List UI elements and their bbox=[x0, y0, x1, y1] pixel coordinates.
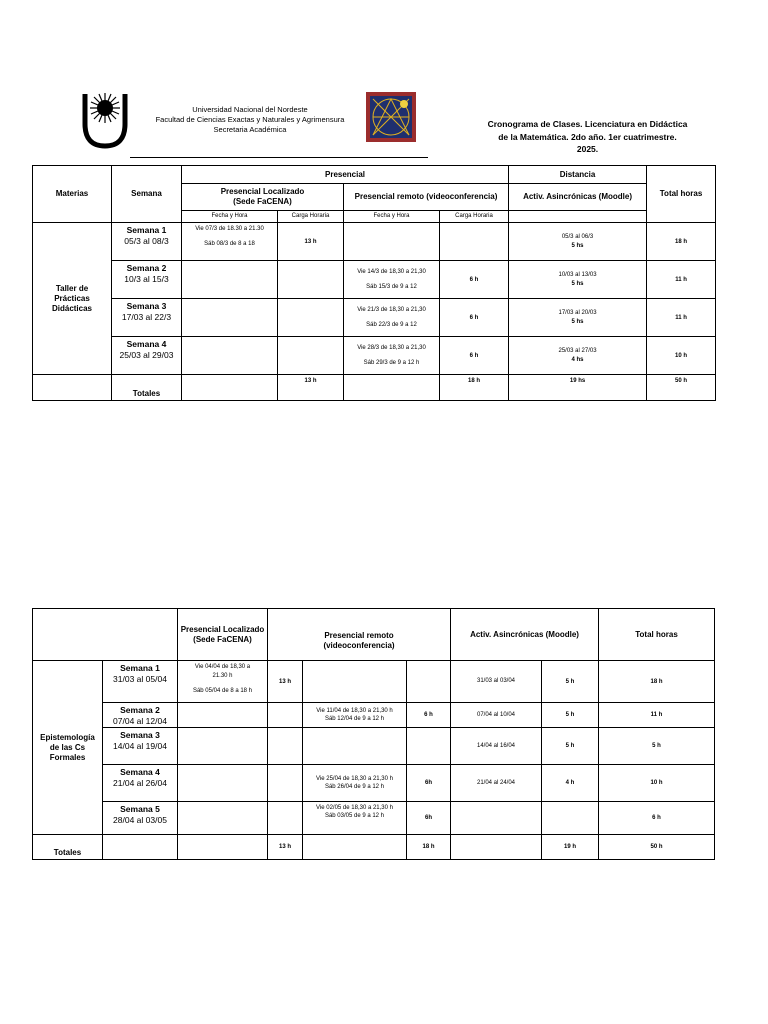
fecha-line: Sáb 22/3 de 9 a 12 bbox=[366, 321, 417, 328]
total-cell: 18 h bbox=[647, 223, 716, 261]
fecha-line: Vie 14/3 de 18,30 a 21,30 bbox=[357, 268, 426, 275]
localizado-fecha-cell bbox=[178, 802, 268, 835]
remoto-carga-cell: 6 h bbox=[440, 261, 509, 299]
asinc-hours-cell: 5 h bbox=[542, 661, 599, 703]
asinc-hours: 5 hs bbox=[571, 242, 584, 249]
remoto-fecha-cell bbox=[303, 802, 407, 835]
total-cell: 18 h bbox=[599, 661, 715, 703]
empty-cell bbox=[182, 375, 278, 401]
table-row bbox=[33, 765, 715, 802]
header-divider bbox=[130, 157, 428, 158]
materia-cell bbox=[33, 223, 112, 375]
table-row bbox=[33, 703, 715, 728]
total-cell: 6 h bbox=[599, 802, 715, 835]
total-cell: 10 h bbox=[599, 765, 715, 802]
remoto-carga-cell: 6 h bbox=[407, 703, 451, 728]
asinc-range-cell: 21/04 al 24/04 bbox=[451, 765, 542, 802]
fecha-line: Sáb 15/3 de 9 a 12 bbox=[366, 283, 417, 290]
fecha-line: Vie 02/05 de 18,30 a 21,30 h bbox=[316, 805, 393, 811]
asinc-hours: 4 hs bbox=[571, 356, 584, 363]
totales-localizado: 13 h bbox=[268, 835, 303, 860]
empty-cell bbox=[303, 835, 407, 860]
institution-name: Universidad Nacional del Nordeste bbox=[192, 105, 308, 114]
semana-range: 28/04 al 03/05 bbox=[113, 815, 167, 825]
localizado-carga-cell: 13 h bbox=[268, 661, 303, 703]
localizado-fecha-cell bbox=[182, 261, 278, 299]
semana-range: 17/03 al 22/3 bbox=[121, 312, 172, 322]
title-line: Cronograma de Clases. Licenciatura en Didáctica bbox=[487, 119, 688, 129]
table-row bbox=[33, 337, 716, 375]
document-title bbox=[480, 118, 695, 156]
schedule-table-taller bbox=[32, 165, 716, 401]
materia-line: Prácticas bbox=[54, 293, 90, 303]
schedule-table-epistemologia bbox=[32, 608, 715, 860]
remoto-carga-cell: 6h bbox=[407, 802, 451, 835]
table-row bbox=[33, 802, 715, 835]
totales-asinc: 19 hs bbox=[509, 375, 647, 401]
header-presencial-localizado bbox=[182, 184, 344, 211]
empty-cell bbox=[509, 211, 647, 223]
secretariat-name: Secretaria Académica bbox=[213, 125, 287, 134]
asinc-range-cell: 31/03 al 03/04 bbox=[451, 661, 542, 703]
semana-label: Semana 3 bbox=[126, 301, 167, 311]
semana-label: Semana 3 bbox=[120, 730, 160, 740]
unne-logo-icon bbox=[82, 90, 128, 150]
localizado-fecha-cell bbox=[182, 299, 278, 337]
remoto-carga-cell: 6 h bbox=[440, 337, 509, 375]
materia-line: Epistemología bbox=[40, 732, 95, 742]
semana-range: 14/04 al 19/04 bbox=[113, 741, 167, 751]
fecha-line: Vie 07/3 de 18.30 a 21.30 bbox=[195, 226, 264, 232]
remoto-carga-cell bbox=[407, 728, 451, 765]
title-line: de la Matemática. 2do año. 1er cuatrimestre. bbox=[498, 131, 677, 142]
semana-label: Semana 2 bbox=[126, 263, 167, 273]
totals-row bbox=[33, 375, 716, 401]
semana-cell bbox=[112, 337, 182, 375]
total-cell: 10 h bbox=[647, 337, 716, 375]
asinc-cell bbox=[509, 337, 647, 375]
asinc-hours: 5 hs bbox=[571, 280, 584, 287]
remoto-carga-cell bbox=[440, 223, 509, 261]
header-fecha-hora: Fecha y Hora bbox=[344, 211, 440, 223]
fecha-line: Sáb 26/04 de 9 a 12 h bbox=[324, 784, 385, 790]
table-row bbox=[33, 661, 715, 703]
materia-cell bbox=[33, 661, 103, 835]
asinc-range-cell: 07/04 al 10/04 bbox=[451, 703, 542, 728]
asinc-hours-cell: 5 h bbox=[542, 703, 599, 728]
remoto-fecha-cell bbox=[303, 703, 407, 728]
localizado-carga-cell bbox=[268, 703, 303, 728]
semana-label: Semana 1 bbox=[126, 225, 167, 235]
fecha-line: Sáb 03/05 de 9 a 12 h bbox=[324, 813, 385, 819]
localizado-carga-cell bbox=[278, 337, 344, 375]
remoto-carga-cell: 6h bbox=[407, 765, 451, 802]
remoto-fecha-cell bbox=[303, 728, 407, 765]
facena-logo-icon bbox=[366, 92, 416, 142]
localizado-fecha-cell bbox=[178, 728, 268, 765]
fecha-line: Vie 04/04 de 18,30 a bbox=[194, 664, 251, 670]
semana-range: 10/3 al 15/3 bbox=[124, 274, 169, 284]
totales-label: Totales bbox=[112, 375, 182, 401]
semana-range: 25/03 al 29/03 bbox=[119, 350, 174, 360]
total-cell: 5 h bbox=[599, 728, 715, 765]
remoto-carga-cell: 6 h bbox=[440, 299, 509, 337]
materia-line: Didácticas bbox=[51, 303, 93, 313]
totales-remoto: 18 h bbox=[440, 375, 509, 401]
header-fecha-hora: Fecha y Hora bbox=[182, 211, 278, 223]
localizado-carga-cell bbox=[268, 728, 303, 765]
header-presencial-localizado bbox=[178, 609, 268, 661]
totales-localizado: 13 h bbox=[278, 375, 344, 401]
header-distancia: Distancia bbox=[509, 166, 647, 184]
asinc-range: 10/03 al 13/03 bbox=[558, 271, 597, 278]
header-line: (Sede FaCENA) bbox=[193, 634, 252, 644]
table-row bbox=[33, 299, 716, 337]
materia-line: de las Cs bbox=[49, 742, 86, 752]
empty-cell bbox=[33, 609, 178, 661]
header-total-horas: Total horas bbox=[599, 609, 715, 661]
semana-cell bbox=[103, 661, 178, 703]
materia-line: Taller de bbox=[55, 283, 89, 293]
fecha-line: Sáb 12/04 de 9 a 12 h bbox=[324, 716, 385, 722]
header-total-horas: Total horas bbox=[647, 166, 716, 223]
semana-label: Semana 4 bbox=[120, 767, 160, 777]
totales-remoto: 18 h bbox=[407, 835, 451, 860]
localizado-fecha-cell bbox=[182, 223, 278, 261]
asinc-range: 17/03 al 20/03 bbox=[558, 309, 597, 316]
header-asincronicas: Activ. Asincrónicas (Moodle) bbox=[451, 609, 599, 661]
semana-cell bbox=[103, 802, 178, 835]
fecha-line: Vie 11/04 de 18,30 a 21,30 h bbox=[316, 708, 393, 714]
localizado-carga-cell bbox=[268, 765, 303, 802]
asinc-cell bbox=[509, 223, 647, 261]
semana-range: 21/04 al 26/04 bbox=[113, 778, 167, 788]
remoto-fecha-cell bbox=[344, 261, 440, 299]
header-semana: Semana bbox=[112, 166, 182, 223]
semana-range: 31/03 al 05/04 bbox=[113, 674, 167, 684]
empty-cell bbox=[344, 375, 440, 401]
localizado-carga-cell bbox=[268, 802, 303, 835]
remoto-fecha-cell bbox=[303, 765, 407, 802]
remoto-fecha-cell bbox=[303, 661, 407, 703]
header-line: Presencial Localizado bbox=[180, 624, 265, 634]
asinc-hours-cell: 5 h bbox=[542, 728, 599, 765]
header-asincronicas: Activ. Asincrónicas (Moodle) bbox=[509, 184, 647, 211]
localizado-carga-cell bbox=[278, 261, 344, 299]
remoto-fecha-cell bbox=[344, 223, 440, 261]
table-row bbox=[33, 261, 716, 299]
empty-cell bbox=[103, 835, 178, 860]
semana-cell bbox=[112, 223, 182, 261]
localizado-fecha-cell bbox=[178, 661, 268, 703]
empty-cell bbox=[33, 375, 112, 401]
semana-label: Semana 4 bbox=[126, 339, 167, 349]
header-presencial: Presencial bbox=[182, 166, 509, 184]
asinc-hours: 5 hs bbox=[571, 318, 584, 325]
asinc-hours-cell bbox=[542, 802, 599, 835]
header-carga-horaria: Carga Horaria bbox=[440, 211, 509, 223]
fecha-line: Vie 21/3 de 18,30 a 21,30 bbox=[357, 306, 426, 313]
totales-total: 50 h bbox=[599, 835, 715, 860]
semana-label: Semana 1 bbox=[120, 663, 160, 673]
semana-range: 05/3 al 08/3 bbox=[124, 236, 169, 246]
asinc-range-cell bbox=[451, 802, 542, 835]
localizado-fecha-cell bbox=[178, 765, 268, 802]
header-line: (videoconferencia) bbox=[323, 640, 395, 650]
totals-row bbox=[33, 835, 715, 860]
asinc-cell bbox=[509, 261, 647, 299]
localizado-fecha-cell bbox=[178, 703, 268, 728]
fecha-line: Vie 28/3 de 18,30 a 21,30 bbox=[357, 344, 426, 351]
totales-label: Totales bbox=[33, 835, 103, 860]
total-cell: 11 h bbox=[599, 703, 715, 728]
header-materias: Materias bbox=[33, 166, 112, 223]
header-line: Presencial remoto bbox=[324, 630, 394, 640]
fecha-line: Sáb 05/04 de 8 a 18 h bbox=[192, 688, 253, 694]
totales-asinc: 19 h bbox=[542, 835, 599, 860]
total-cell: 11 h bbox=[647, 261, 716, 299]
total-cell: 11 h bbox=[647, 299, 716, 337]
asinc-hours-cell: 4 h bbox=[542, 765, 599, 802]
semana-cell bbox=[112, 299, 182, 337]
header-presencial-remoto bbox=[268, 609, 451, 661]
asinc-range: 05/3 al 06/3 bbox=[561, 233, 594, 240]
header-presencial-remoto: Presencial remoto (videoconferencia) bbox=[344, 184, 509, 211]
localizado-carga-cell bbox=[278, 299, 344, 337]
localizado-carga-cell: 13 h bbox=[278, 223, 344, 261]
table-row bbox=[33, 223, 716, 261]
remoto-fecha-cell bbox=[344, 299, 440, 337]
localizado-fecha-cell bbox=[182, 337, 278, 375]
semana-label: Semana 5 bbox=[120, 804, 160, 814]
empty-cell bbox=[451, 835, 542, 860]
empty-cell bbox=[178, 835, 268, 860]
asinc-cell bbox=[509, 299, 647, 337]
faculty-name: Facultad de Ciencias Exactas y Naturales y Agrimensura bbox=[155, 115, 345, 124]
header-line: Presencial Localizado bbox=[220, 187, 305, 196]
materia-line: Formales bbox=[49, 752, 86, 762]
institution-block bbox=[130, 105, 370, 135]
asinc-range: 25/03 al 27/03 bbox=[558, 347, 597, 354]
semana-cell bbox=[112, 261, 182, 299]
semana-cell bbox=[103, 765, 178, 802]
totales-total: 50 h bbox=[647, 375, 716, 401]
remoto-fecha-cell bbox=[344, 337, 440, 375]
fecha-line: Sáb 29/3 de 9 a 12 h bbox=[363, 359, 420, 366]
asinc-range-cell: 14/04 al 16/04 bbox=[451, 728, 542, 765]
fecha-line: 21.30 h bbox=[212, 673, 233, 679]
fecha-line: Vie 25/04 de 18,30 a 21,30 h bbox=[316, 776, 393, 782]
table-row bbox=[33, 728, 715, 765]
title-line: 2025. bbox=[576, 144, 599, 154]
header-line: (Sede FaCENA) bbox=[233, 197, 292, 206]
fecha-line: Sáb 08/3 de 8 a 18 bbox=[204, 241, 255, 247]
remoto-carga-cell bbox=[407, 661, 451, 703]
semana-range: 07/04 al 12/04 bbox=[113, 716, 167, 726]
header-carga-horaria: Carga Horaria bbox=[278, 211, 344, 223]
semana-cell bbox=[103, 703, 178, 728]
semana-cell bbox=[103, 728, 178, 765]
semana-label: Semana 2 bbox=[120, 705, 160, 715]
